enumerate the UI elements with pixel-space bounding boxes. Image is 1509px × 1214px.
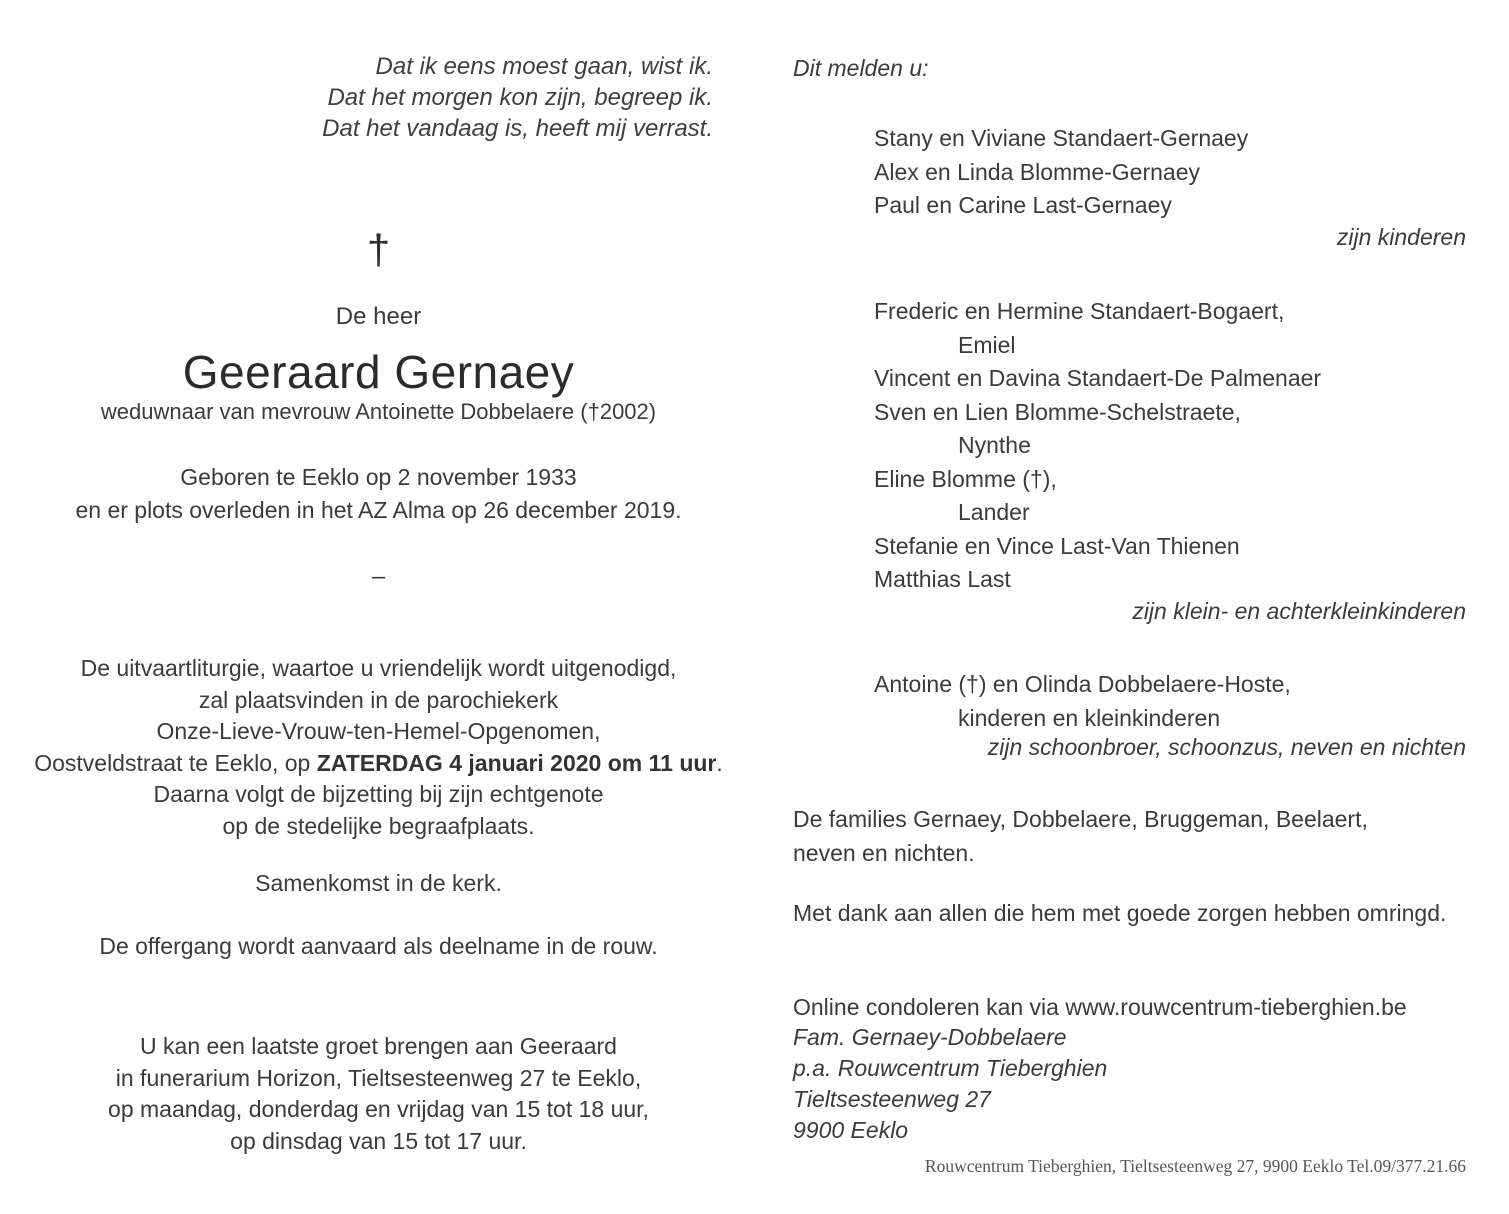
grandchildren-relation-label: zijn klein- en achterkleinkinderen xyxy=(1132,598,1466,624)
children-relation-label: zijn kinderen xyxy=(1336,224,1466,250)
inlaw-entry: Antoine (†) en Olinda Dobbelaere-Hoste, xyxy=(874,671,1291,697)
service-date-post: . xyxy=(716,749,723,776)
families-line: De families Gernaey, Dobbelaere, Bruggeman, Beelaert, xyxy=(793,806,1368,832)
service-line: Daarna volgt de bijzetting bij zijn echtgenote xyxy=(153,781,604,807)
opening-poem xyxy=(0,51,713,144)
address-line: Tieltsesteenweg 27 xyxy=(793,1086,991,1112)
salutation: De heer xyxy=(335,303,422,330)
thanks-line: Met dank aan allen die hem met goede zorgen hebben omringd. xyxy=(793,900,1447,926)
address-line: p.a. Rouwcentrum Tieberghien xyxy=(793,1055,1108,1081)
service-line: De uitvaartliturgie, waartoe u vriendelijk wordt uitgenodigd, xyxy=(80,655,677,681)
section-divider: – xyxy=(371,563,386,590)
grandchild-entry: Stefanie en Vince Last-Van Thienen xyxy=(874,532,1240,559)
funeral-service-paragraph xyxy=(0,653,757,842)
great-grandchild-entry: Emiel xyxy=(958,331,1016,358)
visitation-line: op maandag, donderdag en vrijdag van 15 tot 18 uur, xyxy=(108,1096,649,1122)
birth-line: Geboren te Eeklo op 2 november 1933 xyxy=(180,464,577,490)
great-grandchild-entry: Lander xyxy=(958,499,1030,525)
service-line: op de stedelijke begraafplaats. xyxy=(222,812,535,839)
grandchildren-list xyxy=(793,295,1466,597)
grandchild-entry: Eline Blomme (†), xyxy=(874,465,1057,492)
grandchild-entry: Sven en Lien Blomme-Schelstraete, xyxy=(874,398,1241,425)
widower-line: weduwnaar van mevrouw Antoinette Dobbelaere (†2002) xyxy=(100,399,657,424)
deceased-name: Geeraard Gernaey xyxy=(182,346,575,398)
visitation-line: U kan een laatste groet brengen aan Geeraard xyxy=(140,1033,617,1059)
poem-line: Dat ik eens moest gaan, wist ik. xyxy=(375,53,713,80)
child-entry: Alex en Linda Blomme-Gernaey xyxy=(874,158,1200,185)
families-paragraph xyxy=(793,803,1466,870)
address-line: Fam. Gernaey-Dobbelaere xyxy=(793,1024,1067,1050)
service-date-line xyxy=(0,748,757,780)
correspondence-address xyxy=(793,1022,1466,1146)
visitation-line: in funerarium Horizon, Tieltsesteenweg 27 te Eeklo, xyxy=(115,1064,642,1091)
service-line: zal plaatsvinden in de parochiekerk xyxy=(198,686,559,713)
grandchild-entry: Frederic en Hermine Standaert-Bogaert, xyxy=(874,298,1285,324)
families-line: neven en nichten. xyxy=(793,839,975,866)
grandchild-entry: Matthias Last xyxy=(874,566,1011,592)
funeral-home-footer: Rouwcentrum Tieberghien, Tieltsesteenweg 27, 9900 Eeklo Tel.09/377.21.66 xyxy=(924,1156,1466,1176)
child-entry: Stany en Viviane Standaert-Gernaey xyxy=(874,125,1249,151)
cross-icon: † xyxy=(366,226,391,273)
service-date-emphasis: ZATERDAG 4 januari 2020 om 11 uur xyxy=(316,749,717,776)
visitation-line: op dinsdag van 15 tot 17 uur. xyxy=(230,1127,527,1154)
great-grandchild-entry: Nynthe xyxy=(958,432,1031,458)
online-condolence-line: Online condoleren kan via www.rouwcentrum-tieberghien.be xyxy=(793,994,1407,1020)
birth-death-block xyxy=(0,461,757,527)
grandchild-entry: Vincent en Davina Standaert-De Palmenaer xyxy=(874,365,1322,391)
address-line: 9900 Eeklo xyxy=(793,1117,909,1143)
poem-line: Dat het morgen kon zijn, begreep ik. xyxy=(327,84,713,111)
gathering-line: Samenkomst in de kerk. xyxy=(255,870,502,896)
poem-line: Dat het vandaag is, heeft mij verrast. xyxy=(322,115,713,142)
inlaw-entry: kinderen en kleinkinderen xyxy=(958,704,1221,731)
death-line: en er plots overleden in het AZ Alma op 26 december 2019. xyxy=(75,497,682,523)
service-date-pre: Oostveldstraat te Eeklo, op xyxy=(34,749,317,776)
announcement-label: Dit melden u: xyxy=(793,55,929,81)
offering-line: De offergang wordt aanvaard als deelname in de rouw. xyxy=(99,933,658,959)
children-list xyxy=(793,122,1466,223)
inlaws-list xyxy=(793,668,1466,735)
visitation-paragraph xyxy=(0,1031,757,1157)
inlaws-relation-label: zijn schoonbroer, schoonzus, neven en nichten xyxy=(987,734,1466,760)
service-line: Onze-Lieve-Vrouw-ten-Hemel-Opgenomen, xyxy=(156,718,601,744)
child-entry: Paul en Carine Last-Gernaey xyxy=(874,192,1172,218)
